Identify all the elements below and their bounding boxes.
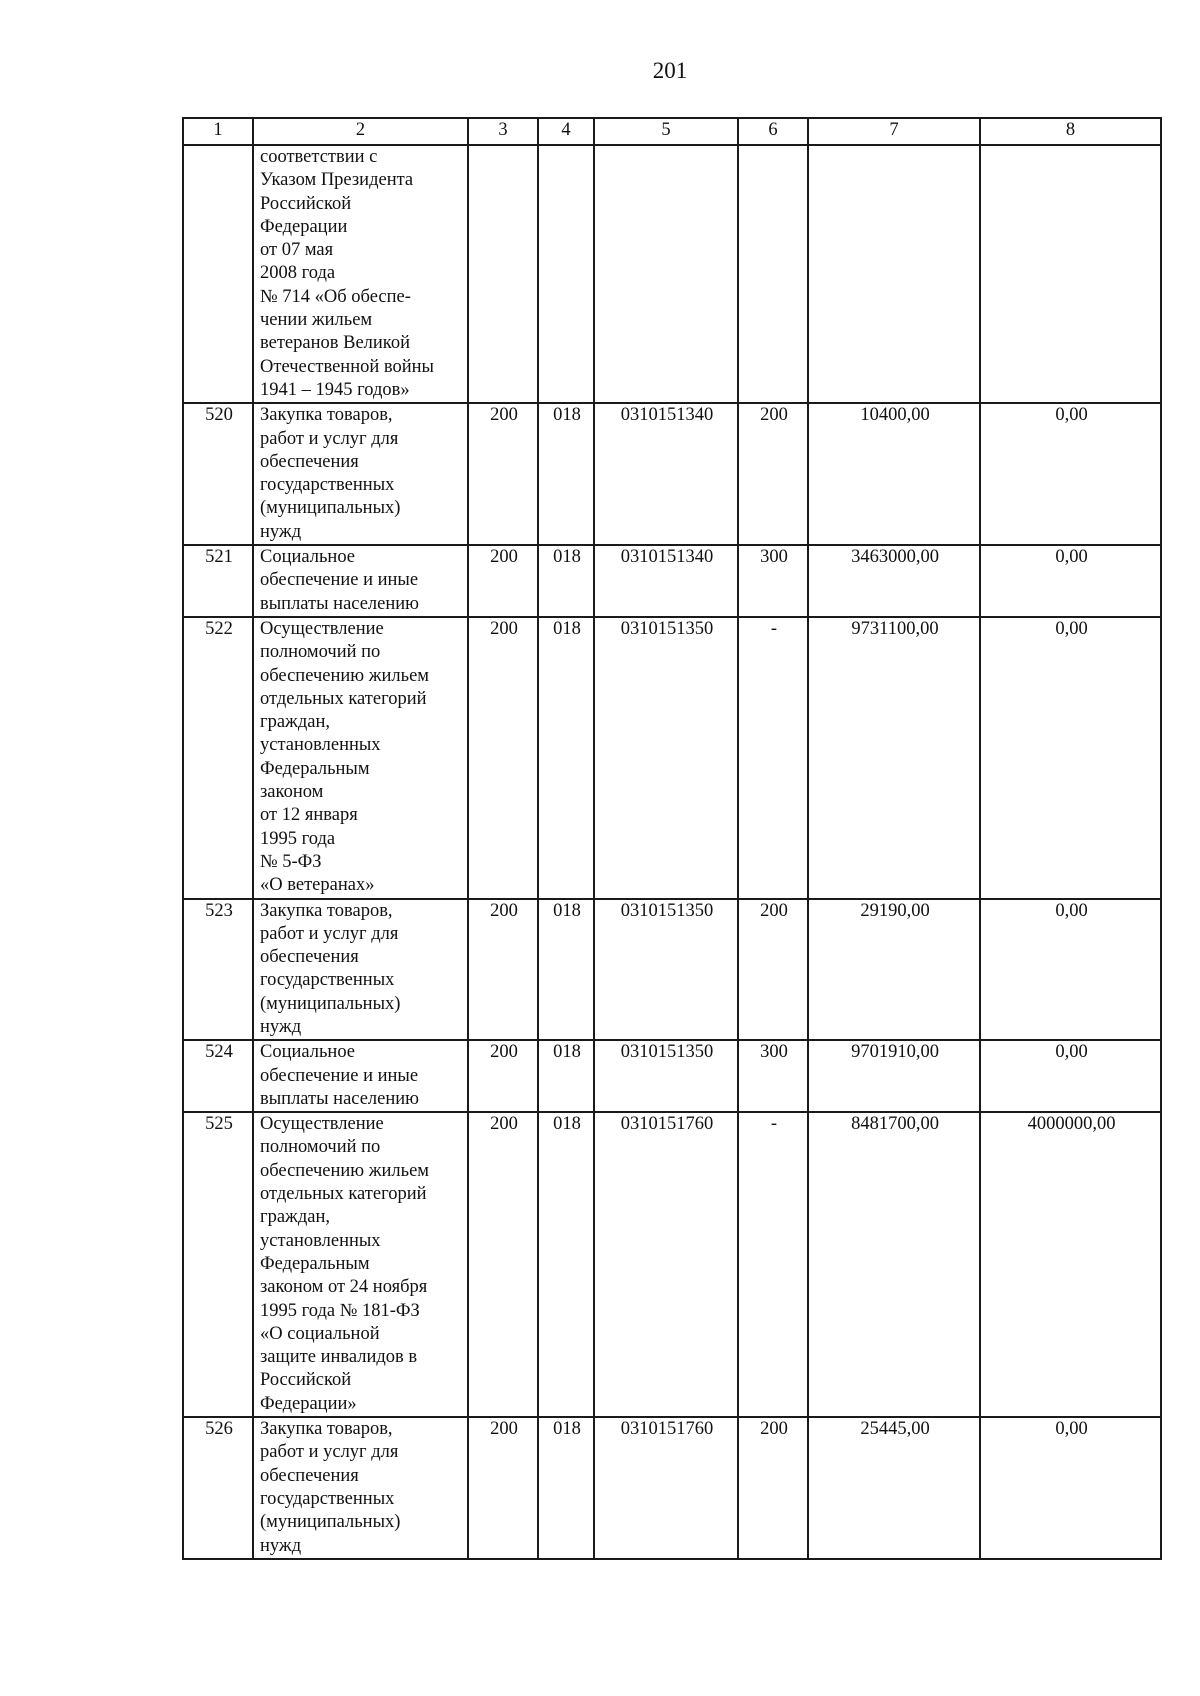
column-header: 1 — [183, 118, 253, 145]
amount-cell: 4000000,00 — [980, 1112, 1161, 1417]
description-line: установленных — [260, 1230, 381, 1251]
amount-cell: 0,00 — [980, 899, 1161, 1041]
description-line: чении жильем — [260, 310, 373, 331]
amount-cell — [808, 145, 980, 403]
description-line: законом от 24 ноября — [260, 1277, 428, 1298]
column-6-cell: 300 — [738, 545, 808, 617]
description-line: обеспечения — [260, 451, 359, 472]
column-3-cell: 200 — [468, 1040, 538, 1112]
description-line: отдельных категорий — [260, 1184, 427, 1205]
code-cell: 0310151350 — [594, 1040, 738, 1112]
row-number-cell: 525 — [183, 1112, 253, 1417]
table-row — [183, 1417, 1161, 1559]
amount-cell: 8481700,00 — [808, 1112, 980, 1417]
column-header: 5 — [594, 118, 738, 145]
description-line: выплаты населению — [260, 1088, 419, 1109]
column-header: 7 — [808, 118, 980, 145]
description-line: Федерации» — [260, 1393, 357, 1414]
column-6-cell: 200 — [738, 403, 808, 545]
row-number-cell: 521 — [183, 545, 253, 617]
description-line: «О ветеранах» — [260, 875, 375, 896]
column-6-cell: - — [738, 617, 808, 899]
column-3-cell: 200 — [468, 1112, 538, 1417]
description-line: обеспечение и иные — [260, 570, 419, 591]
description-line: Закупка товаров, — [260, 900, 393, 921]
description-cell — [253, 545, 468, 617]
column-3-cell: 200 — [468, 617, 538, 899]
column-3-cell: 200 — [468, 1417, 538, 1559]
description-line: установленных — [260, 735, 381, 756]
table-row — [183, 403, 1161, 545]
description-cell — [253, 1112, 468, 1417]
column-header: 8 — [980, 118, 1161, 145]
code-cell: 0310151350 — [594, 899, 738, 1041]
description-line: работ и услуг для — [260, 923, 399, 944]
column-header: 3 — [468, 118, 538, 145]
description-line: (муниципальных) — [260, 1512, 401, 1533]
description-cell — [253, 403, 468, 545]
description-line: полномочий по — [260, 1137, 381, 1158]
description-line: законом — [260, 782, 324, 803]
description-cell — [253, 899, 468, 1041]
amount-cell: 0,00 — [980, 1040, 1161, 1112]
column-6-cell: 200 — [738, 1417, 808, 1559]
column-6-cell: 200 — [738, 899, 808, 1041]
description-cell — [253, 1417, 468, 1559]
description-line: ветеранов Великой — [260, 333, 410, 354]
column-4-cell: 018 — [538, 617, 594, 899]
column-6-cell: - — [738, 1112, 808, 1417]
description-line: государственных — [260, 1488, 395, 1509]
description-line: работ и услуг для — [260, 1442, 399, 1463]
description-line: отдельных категорий — [260, 688, 427, 709]
description-line: (муниципальных) — [260, 993, 401, 1014]
description-line: Осуществление — [260, 618, 384, 639]
description-cell — [253, 617, 468, 899]
row-number-cell: 523 — [183, 899, 253, 1041]
description-line: 1995 года № 181-ФЗ — [260, 1300, 420, 1321]
description-line: граждан, — [260, 1207, 330, 1228]
column-6-cell — [738, 145, 808, 403]
description-line: Закупка товаров, — [260, 1419, 393, 1440]
column-4-cell: 018 — [538, 403, 594, 545]
table-row — [183, 145, 1161, 403]
column-4-cell: 018 — [538, 899, 594, 1041]
description-line: Российской — [260, 1370, 352, 1391]
description-line: полномочий по — [260, 642, 381, 663]
description-line: Указом Президента — [260, 170, 414, 191]
description-line: нужд — [260, 1535, 302, 1556]
column-4-cell — [538, 145, 594, 403]
amount-cell: 25445,00 — [808, 1417, 980, 1559]
code-cell: 0310151340 — [594, 403, 738, 545]
code-cell: 0310151350 — [594, 617, 738, 899]
description-line: обеспечению жильем — [260, 1160, 429, 1181]
amount-cell: 0,00 — [980, 1417, 1161, 1559]
code-cell — [594, 145, 738, 403]
description-line: 2008 года — [260, 263, 336, 284]
column-3-cell — [468, 145, 538, 403]
amount-cell: 0,00 — [980, 617, 1161, 899]
description-line: государственных — [260, 970, 395, 991]
column-4-cell: 018 — [538, 1112, 594, 1417]
amount-cell — [980, 145, 1161, 403]
description-line: нужд — [260, 1016, 302, 1037]
description-cell — [253, 1040, 468, 1112]
code-cell: 0310151760 — [594, 1112, 738, 1417]
description-line: Федерации — [260, 216, 348, 237]
row-number-cell — [183, 145, 253, 403]
budget-table — [182, 117, 1162, 1560]
amount-cell: 0,00 — [980, 545, 1161, 617]
amount-cell: 9701910,00 — [808, 1040, 980, 1112]
row-number-cell: 520 — [183, 403, 253, 545]
description-cell — [253, 145, 468, 403]
column-4-cell: 018 — [538, 1417, 594, 1559]
description-line: обеспечению жильем — [260, 665, 429, 686]
description-line: (муниципальных) — [260, 498, 401, 519]
description-line: № 714 «Об обеспе- — [260, 286, 411, 307]
description-line: Осуществление — [260, 1114, 384, 1135]
description-line: от 12 января — [260, 805, 358, 826]
description-line: граждан, — [260, 712, 330, 733]
page-number: 201 — [652, 58, 688, 83]
description-line: государственных — [260, 475, 395, 496]
table-row — [183, 899, 1161, 1041]
amount-cell: 10400,00 — [808, 403, 980, 545]
description-line: Федеральным — [260, 1253, 370, 1274]
description-line: обеспечения — [260, 947, 359, 968]
description-line: «О социальной — [260, 1323, 380, 1344]
description-line: Социальное — [260, 1042, 356, 1063]
table-row — [183, 545, 1161, 617]
description-line: обеспечения — [260, 1465, 359, 1486]
code-cell: 0310151760 — [594, 1417, 738, 1559]
row-number-cell: 526 — [183, 1417, 253, 1559]
description-line: выплаты населению — [260, 593, 419, 614]
table-body — [183, 145, 1161, 1559]
amount-cell: 29190,00 — [808, 899, 980, 1041]
row-number-cell: 524 — [183, 1040, 253, 1112]
column-3-cell: 200 — [468, 403, 538, 545]
description-line: Федеральным — [260, 758, 370, 779]
header-row — [183, 118, 1161, 145]
description-line: 1995 года — [260, 828, 336, 849]
row-number-cell: 522 — [183, 617, 253, 899]
description-line: Российской — [260, 193, 352, 214]
code-cell: 0310151340 — [594, 545, 738, 617]
amount-cell: 0,00 — [980, 403, 1161, 545]
description-line: работ и услуг для — [260, 428, 399, 449]
description-line: соответствии с — [260, 147, 378, 167]
column-4-cell: 018 — [538, 1040, 594, 1112]
description-line: от 07 мая — [260, 240, 334, 261]
amount-cell: 9731100,00 — [808, 617, 980, 899]
column-header: 4 — [538, 118, 594, 145]
description-line: защите инвалидов в — [260, 1347, 418, 1368]
description-line: № 5-ФЗ — [260, 851, 322, 872]
table-row — [183, 1112, 1161, 1417]
description-line: Закупка товаров, — [260, 405, 393, 426]
column-header: 2 — [253, 118, 468, 145]
column-6-cell: 300 — [738, 1040, 808, 1112]
table-row — [183, 617, 1161, 899]
description-line: 1941 – 1945 годов» — [260, 379, 410, 400]
column-4-cell: 018 — [538, 545, 594, 617]
column-3-cell: 200 — [468, 899, 538, 1041]
description-line: нужд — [260, 521, 302, 542]
description-line: Социальное — [260, 547, 356, 568]
column-header: 6 — [738, 118, 808, 145]
table-row — [183, 1040, 1161, 1112]
amount-cell: 3463000,00 — [808, 545, 980, 617]
column-3-cell: 200 — [468, 545, 538, 617]
description-line: Отечественной войны — [260, 356, 434, 377]
description-line: обеспечение и иные — [260, 1065, 419, 1086]
